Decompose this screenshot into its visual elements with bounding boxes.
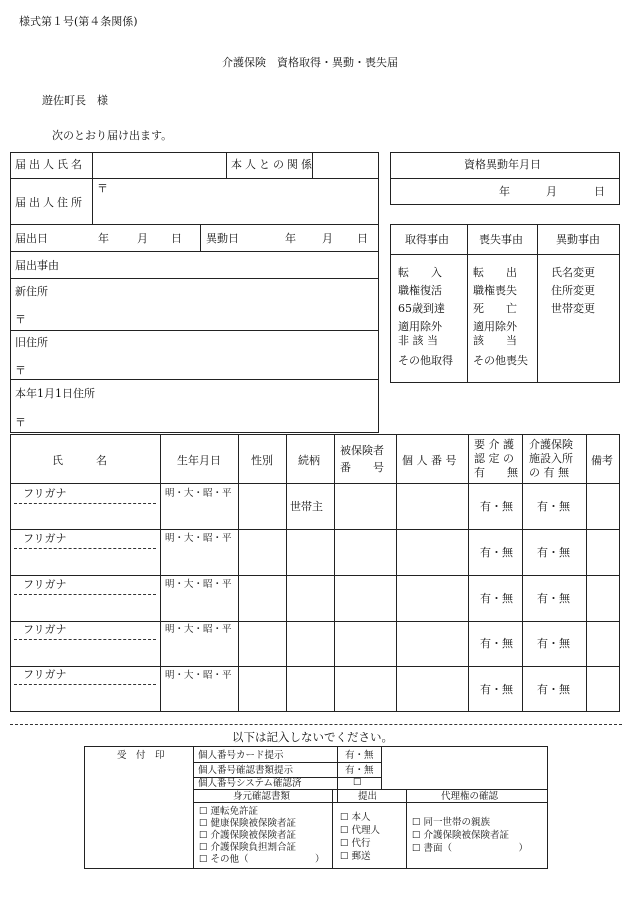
loss-item: 転 出: [473, 266, 517, 279]
applicant-name-label: 届出人氏名: [15, 158, 85, 171]
care-options[interactable]: 有・無: [480, 592, 513, 605]
change-year: 年: [285, 232, 296, 245]
loss-item: 適用除外: [473, 320, 517, 333]
postal-mark: 〒: [15, 313, 26, 326]
intro-text: 次のとおり届け出ます。: [52, 129, 173, 142]
header-care: 要 介 護: [474, 438, 514, 451]
era-options[interactable]: 明・大・昭・平: [165, 579, 232, 590]
header-facility: 介護保険: [529, 438, 573, 451]
header-my-number: 個 人 番 号: [402, 454, 457, 467]
postal-mark: 〒: [97, 182, 108, 195]
header-insured-no: 番 号: [340, 461, 384, 474]
id-header: 身元確認書類: [233, 791, 291, 802]
loss-item: 職権喪失: [473, 284, 517, 297]
agent-option[interactable]: ☐ 介護保険被保険者証: [412, 830, 510, 841]
applicant-address-label: 届出人住所: [15, 196, 85, 209]
furigana-label: フリガナ: [23, 668, 67, 681]
header-remarks: 備考: [591, 454, 613, 467]
facility-options[interactable]: 有・無: [537, 500, 570, 513]
page-title: 介護保険 資格取得・異動・喪失届: [222, 56, 398, 69]
doc-value[interactable]: 有・無: [345, 765, 374, 776]
id-option[interactable]: ☐ 健康保険被保険者証: [199, 818, 297, 829]
postal-mark: 〒: [15, 416, 26, 429]
care-options[interactable]: 有・無: [480, 637, 513, 650]
era-options[interactable]: 明・大・昭・平: [165, 488, 232, 499]
header-relation: 続柄: [298, 454, 320, 467]
change-header: 異動事由: [556, 233, 600, 246]
furigana-label: フリガナ: [23, 487, 67, 500]
report-day: 日: [171, 232, 182, 245]
acquire-item: その他取得: [398, 354, 453, 367]
addressee: 遊佐町長 様: [42, 94, 108, 107]
change-item: 住所変更: [551, 284, 595, 297]
care-options[interactable]: 有・無: [480, 500, 513, 513]
submit-option[interactable]: ☐ 代行: [340, 838, 371, 849]
header-facility: の 有 無: [529, 466, 569, 479]
facility-options[interactable]: 有・無: [537, 546, 570, 559]
applicant-name-field[interactable]: [93, 153, 225, 177]
new-address-label: 新住所: [15, 285, 48, 298]
doc-label: 個人番号確認書類提示: [198, 765, 294, 776]
system-checkbox[interactable]: ☐: [353, 777, 362, 788]
care-options[interactable]: 有・無: [480, 683, 513, 696]
old-address-label: 旧住所: [15, 336, 48, 349]
form-number: 様式第１号(第４条関係): [19, 15, 138, 28]
facility-options[interactable]: 有・無: [537, 683, 570, 696]
reception-stamp-label: 受 付 印: [117, 750, 165, 761]
header-care: 認 定 の: [474, 452, 514, 465]
era-options[interactable]: 明・大・昭・平: [165, 624, 232, 635]
change-date-day: 日: [594, 185, 605, 198]
care-options[interactable]: 有・無: [480, 546, 513, 559]
era-options[interactable]: 明・大・昭・平: [165, 670, 232, 681]
header-sex: 性別: [251, 454, 273, 467]
agent-option[interactable]: ☐ 書面（ ）: [412, 843, 529, 854]
relation-label: 本人との関係: [231, 158, 315, 171]
submit-option[interactable]: ☐ 郵送: [340, 851, 371, 862]
loss-item: 死 亡: [473, 302, 517, 315]
change-item: 世帯変更: [551, 302, 595, 315]
change-date-year: 年: [499, 185, 510, 198]
agent-header: 代理権の確認: [441, 791, 499, 802]
loss-item: その他喪失: [473, 354, 528, 367]
agent-option[interactable]: ☐ 同一世帯の親族: [412, 817, 491, 828]
postal-mark: 〒: [15, 364, 26, 377]
submit-option[interactable]: ☐ 代理人: [340, 825, 381, 836]
relation-field[interactable]: [313, 153, 377, 177]
office-notice: 以下は記入しないでください。: [232, 730, 393, 744]
reason-label: 届出事由: [15, 259, 59, 272]
change-date-label: 異動日: [206, 232, 239, 245]
id-option[interactable]: ☐ 介護保険負担割合証: [199, 842, 297, 853]
submit-header: 提出: [358, 791, 378, 802]
acquire-item: 非 該 当: [398, 334, 438, 347]
header-facility: 施設入所: [529, 452, 573, 465]
change-item: 氏名変更: [551, 266, 595, 279]
acquire-item: 職権復活: [398, 284, 442, 297]
header-care: 有 無: [474, 466, 518, 479]
header-insured-no: 被保険者: [340, 444, 384, 457]
card-label: 個人番号カード提示: [198, 750, 284, 761]
header-name: 氏 名: [52, 454, 107, 467]
furigana-label: フリガナ: [23, 532, 67, 545]
applicant-address-field[interactable]: [93, 179, 377, 223]
loss-header: 喪失事由: [479, 233, 523, 246]
id-option[interactable]: ☐ 介護保険被保険者証: [199, 830, 297, 841]
id-option[interactable]: ☐ その他（ ）: [199, 854, 325, 865]
change-date-header: 資格異動年月日: [464, 158, 541, 171]
cut-line: [10, 724, 622, 725]
report-month: 月: [137, 232, 148, 245]
system-label: 個人番号システム確認済: [198, 778, 302, 789]
card-value[interactable]: 有・無: [345, 750, 374, 761]
jan1-address-label: 本年1月1日住所: [15, 387, 95, 400]
report-date-label: 届出日: [15, 232, 48, 245]
furigana-label: フリガナ: [23, 623, 67, 636]
acquire-item: 転 入: [398, 266, 442, 279]
facility-options[interactable]: 有・無: [537, 592, 570, 605]
furigana-label: フリガナ: [23, 578, 67, 591]
era-options[interactable]: 明・大・昭・平: [165, 533, 232, 544]
loss-item: 該 当: [473, 334, 517, 347]
facility-options[interactable]: 有・無: [537, 637, 570, 650]
change-month: 月: [322, 232, 333, 245]
acquire-header: 取得事由: [405, 233, 449, 246]
id-option[interactable]: ☐ 運転免許証: [199, 806, 259, 817]
acquire-item: 65歳到達: [398, 302, 445, 315]
relation-value: 世帯主: [290, 500, 323, 513]
change-day: 日: [357, 232, 368, 245]
report-year: 年: [98, 232, 109, 245]
change-date-month: 月: [546, 185, 557, 198]
acquire-item: 適用除外: [398, 320, 442, 333]
submit-option[interactable]: ☐ 本人: [340, 812, 371, 823]
header-birth: 生年月日: [177, 454, 221, 467]
